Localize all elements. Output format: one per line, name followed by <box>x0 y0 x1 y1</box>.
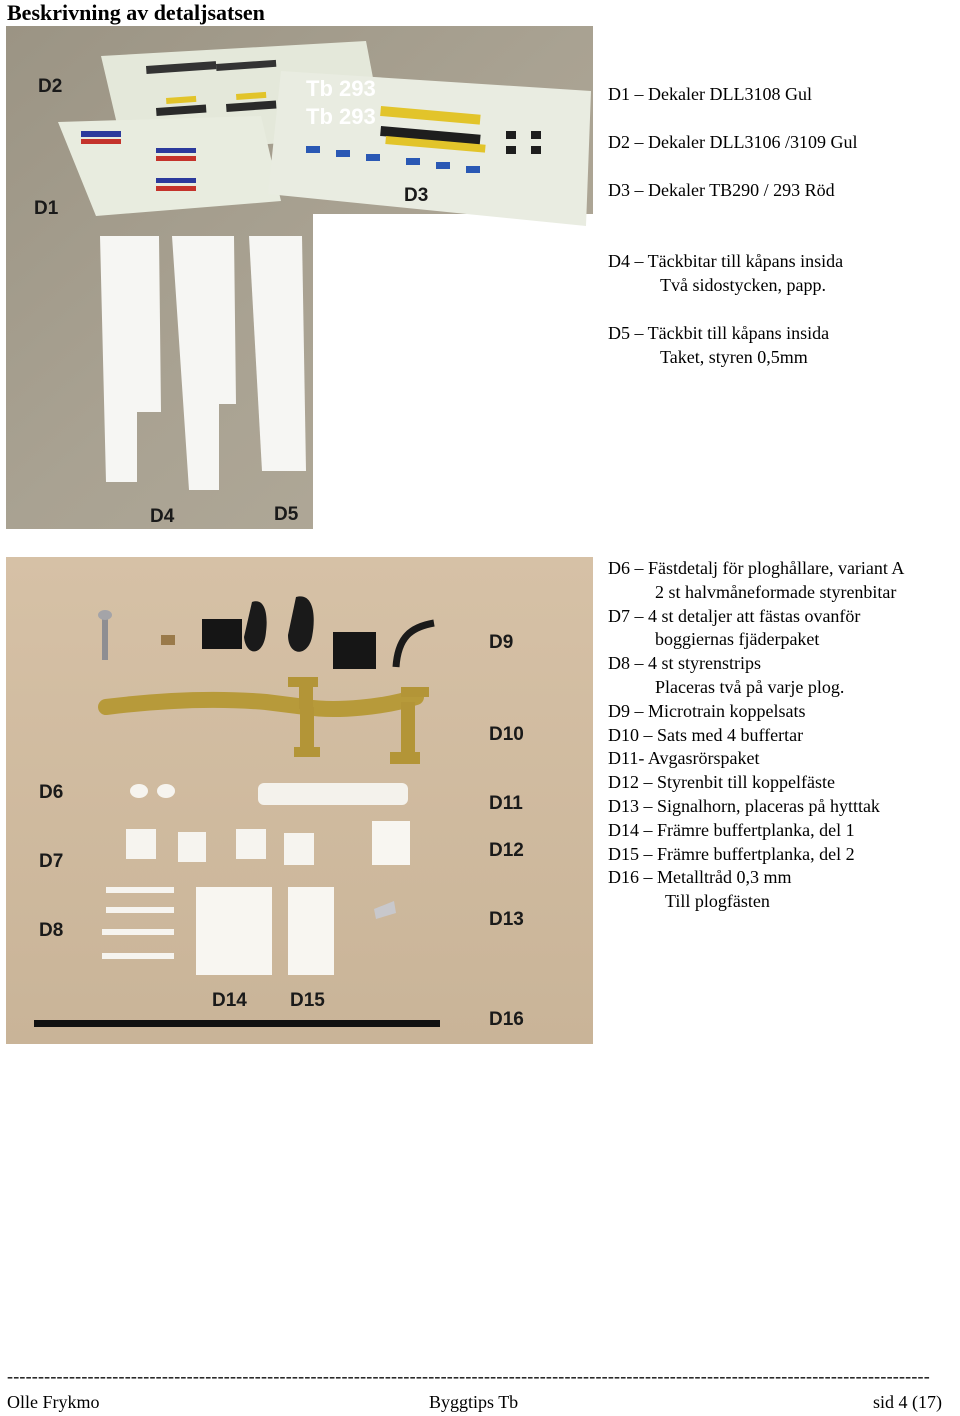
label-d14: D14 <box>212 990 247 1011</box>
parts-description-list <box>608 557 904 914</box>
decal-sheet-d1 <box>58 116 281 216</box>
item-d14: D14 – Främre buffertplanka, del 1 <box>608 819 855 840</box>
item-d8: D8 – 4 st styrenstrips <box>608 653 761 674</box>
svg-text:Tb 293: Tb 293 <box>306 76 376 101</box>
item-d7-detail: boggiernas fjäderpaket <box>655 629 820 650</box>
item-d10: D10 – Sats med 4 buffertar <box>608 724 804 745</box>
label-d9: D9 <box>489 632 514 653</box>
label-d6: D6 <box>39 782 64 803</box>
item-d16: D16 – Metalltråd 0,3 mm <box>608 867 792 888</box>
svg-text:Tb 293: Tb 293 <box>306 104 376 129</box>
footer-divider: ----------------------------------------------------------------------------------------------------------------------------------------------------- <box>7 1366 930 1386</box>
item-d13: D13 – Signalhorn, placeras på hytttak <box>608 795 880 816</box>
decal-description-list <box>608 83 857 370</box>
label-d8: D8 <box>39 920 64 941</box>
item-d4-detail: Två sidostycken, papp. <box>660 275 826 296</box>
item-d3: D3 – Dekaler TB290 / 293 Röd <box>608 179 835 200</box>
parts-kit-photo <box>6 557 593 1044</box>
item-d16-detail: Till plogfästen <box>665 891 770 912</box>
item-d6-detail: 2 st halvmåneformade styrenbitar <box>655 581 897 602</box>
item-d2: D2 – Dekaler DLL3106 /3109 Gul <box>608 131 858 152</box>
footer-page-number: sid 4 (17) <box>873 1392 942 1412</box>
item-d4: D4 – Täckbitar till kåpans insida <box>608 251 844 272</box>
label-d7: D7 <box>39 851 64 872</box>
item-d11: D11- Avgasrörspaket <box>608 748 760 769</box>
item-d8-detail: Placeras två på varje plog. <box>655 676 845 697</box>
page-heading: Beskrivning av detaljsatsen <box>7 0 265 25</box>
label-d15: D15 <box>290 990 325 1011</box>
item-d5-detail: Taket, styren 0,5mm <box>660 346 808 367</box>
label-d3: D3 <box>404 185 429 206</box>
label-d13: D13 <box>489 909 524 930</box>
decal-kit-photo <box>6 26 593 529</box>
footer-author: Olle Frykmo <box>7 1392 100 1412</box>
label-d1: D1 <box>34 198 59 219</box>
label-d4: D4 <box>150 506 175 527</box>
label-d12: D12 <box>489 840 524 861</box>
item-d5: D5 – Täckbit till kåpans insida <box>608 322 830 343</box>
footer-document-title: Byggtips Tb <box>429 1392 519 1412</box>
label-d10: D10 <box>489 724 524 745</box>
item-d15: D15 – Främre buffertplanka, del 2 <box>608 843 855 864</box>
item-d1: D1 – Dekaler DLL3108 Gul <box>608 84 812 104</box>
label-d11: D11 <box>489 793 523 814</box>
item-d12: D12 – Styrenbit till koppelfäste <box>608 772 835 793</box>
item-d9: D9 – Microtrain koppelsats <box>608 700 806 721</box>
item-d6: D6 – Fästdetalj för ploghållare, variant A <box>608 558 905 578</box>
label-d5: D5 <box>274 504 299 525</box>
item-d7: D7 – 4 st detaljer att fästas ovanför <box>608 605 861 626</box>
label-d16: D16 <box>489 1009 524 1030</box>
label-d2: D2 <box>38 76 63 97</box>
